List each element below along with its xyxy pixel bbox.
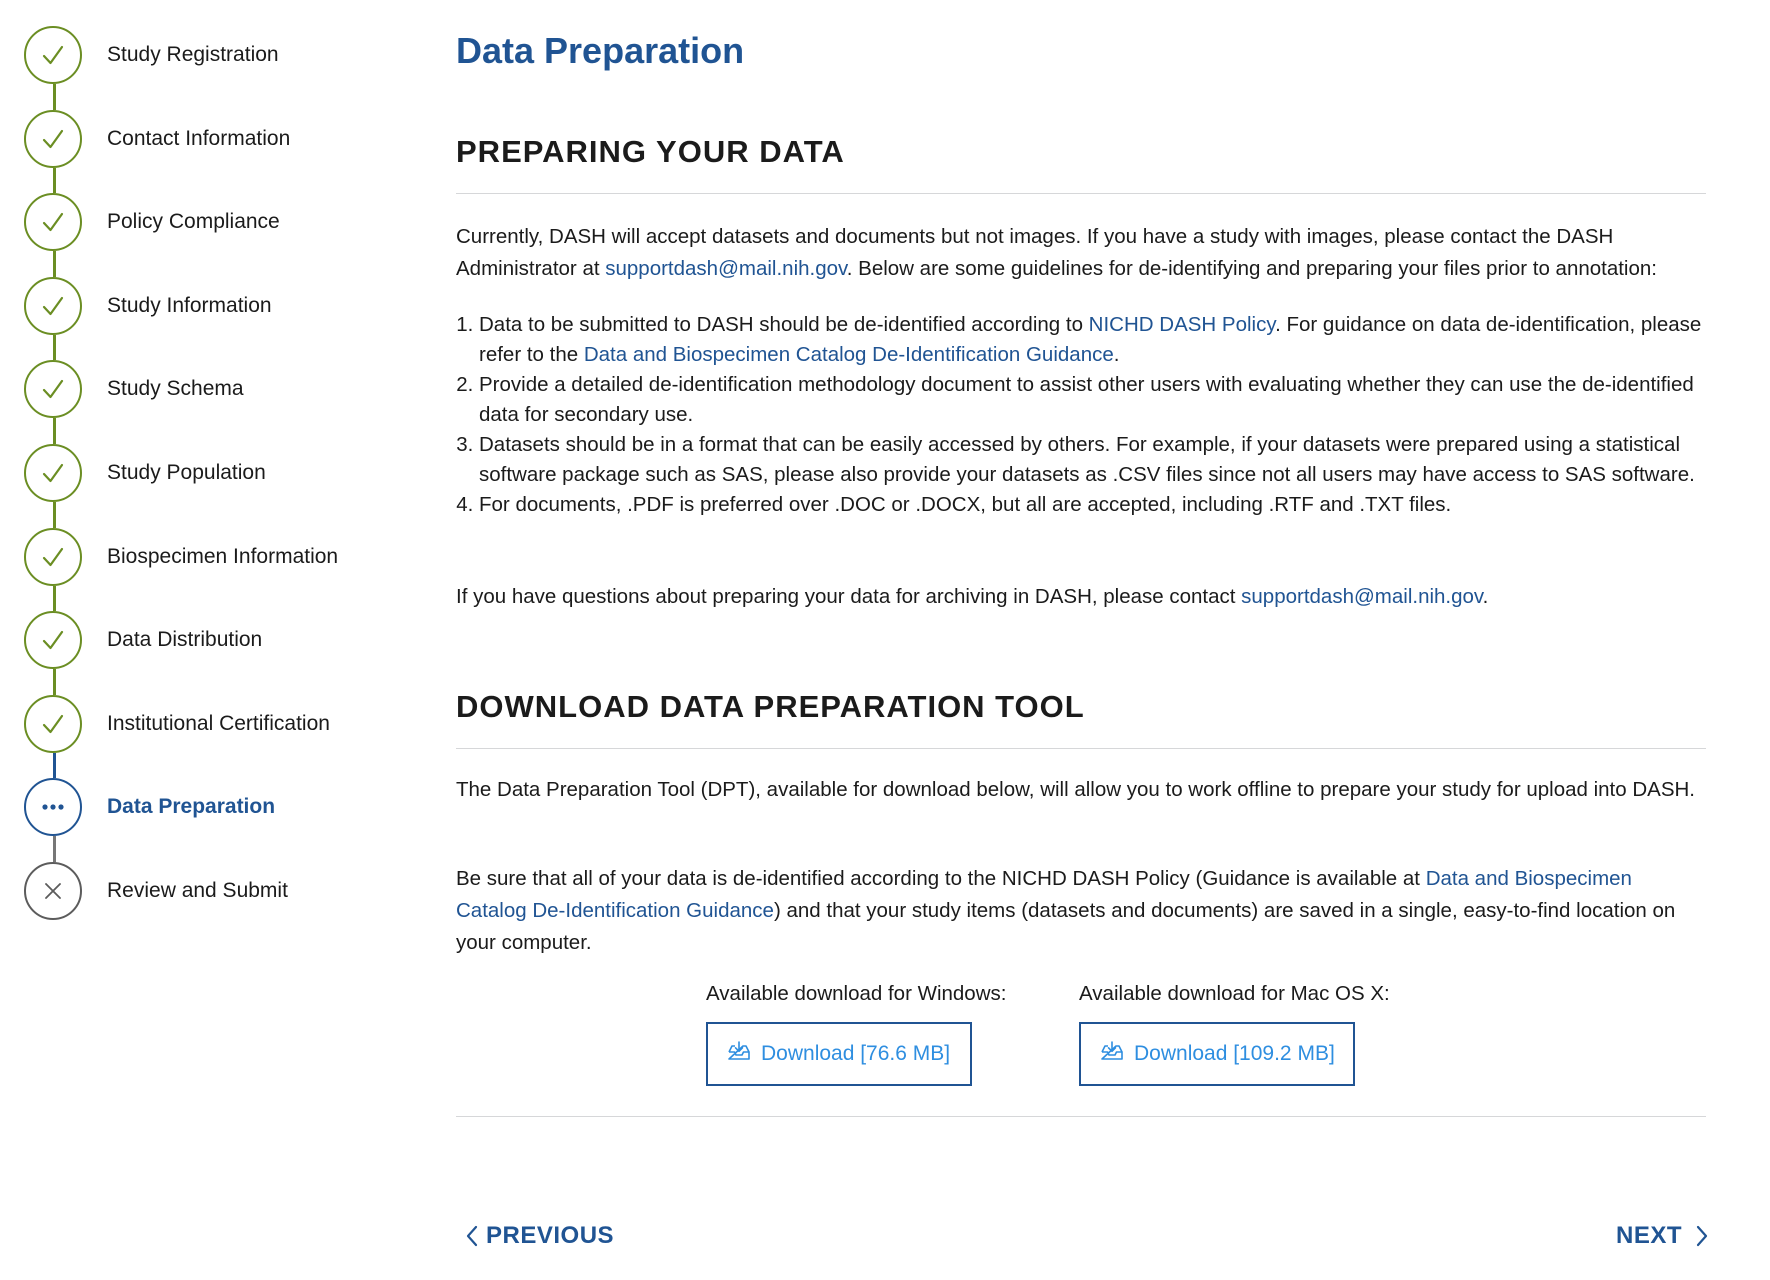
intro-text-end: . Below are some guidelines for de-identifying and preparing your files prior to annotation:: [846, 257, 1657, 280]
mac-download-label: Available download for Mac OS X:: [1079, 982, 1390, 1005]
deidentify-notice: [456, 863, 1706, 959]
item-text: .: [1113, 343, 1120, 366]
step-connector: [53, 502, 56, 528]
support-email-link-2[interactable]: supportdash@mail.nih.gov: [1241, 585, 1483, 608]
close-x-icon: [24, 862, 82, 920]
deidentification-guidance-link-2[interactable]: Data and Biospecimen Catalog De-Identification Guidance: [456, 867, 1632, 922]
list-item: [479, 310, 1729, 370]
windows-download-label: Available download for Windows:: [706, 982, 1007, 1005]
mac-download: [1079, 982, 1390, 1065]
check-icon: [24, 611, 82, 669]
step-connector: [53, 84, 56, 110]
step-label: Study Registration: [107, 43, 279, 66]
step-label: Study Information: [107, 294, 272, 317]
check-icon: [24, 528, 82, 586]
step-label: Data Preparation: [107, 795, 276, 818]
previous-button[interactable]: [466, 1222, 614, 1250]
download-heading: DOWNLOAD DATA PREPARATION TOOL: [456, 689, 1085, 724]
guidelines-list: [456, 310, 1729, 520]
step-study-population[interactable]: [24, 444, 424, 506]
chevron-right-icon: [1696, 1225, 1708, 1247]
step-data-preparation[interactable]: [24, 778, 424, 840]
step-label: Study Population: [107, 461, 266, 484]
inbox-download-icon: [726, 1040, 761, 1068]
check-icon: [24, 26, 82, 84]
preparing-heading: PREPARING YOUR DATA: [456, 134, 845, 169]
step-label: Review and Submit: [107, 879, 288, 902]
step-contact-information[interactable]: [24, 110, 424, 172]
check-icon: [24, 695, 82, 753]
step-connector: [53, 168, 56, 193]
step-study-registration[interactable]: [24, 26, 424, 88]
check-icon: [24, 360, 82, 418]
page-title: Data Preparation: [456, 30, 745, 71]
step-biospecimen-information[interactable]: [24, 528, 424, 590]
step-connector: [53, 335, 56, 360]
step-review-and-submit[interactable]: [24, 862, 424, 924]
item-text: . For guidance on data de-identification, please refer to the: [479, 313, 1702, 366]
step-label: Biospecimen Information: [107, 545, 339, 568]
divider: [456, 748, 1706, 749]
step-connector: [53, 251, 56, 277]
dpt-description: The Data Preparation Tool (DPT), available for download below, will allow you to work offline to prepare your study for upload into DASH.: [456, 778, 1695, 801]
support-email-link[interactable]: supportdash@mail.nih.gov: [605, 257, 847, 280]
ellipsis-icon: [24, 778, 82, 836]
progress-stepper: [0, 0, 420, 1000]
windows-download: [706, 982, 1007, 1065]
check-icon: [24, 110, 82, 168]
check-icon: [24, 444, 82, 502]
item-text: Data to be submitted to DASH should be de-identified according to: [479, 313, 1089, 336]
list-item: 3. Datasets should be in a format that can be easily accessed by others. For example, if your datasets were prepared using a statistical software package such as SAS, please also provide your datasets as .CSV files since not all users may have access to SAS software.: [479, 430, 1729, 490]
check-icon: [24, 193, 82, 251]
divider: [456, 1116, 1706, 1117]
windows-download-button-label: Download [76.6 MB]: [761, 1042, 951, 1065]
step-label: Institutional Certification: [107, 712, 330, 735]
step-connector: [53, 836, 56, 862]
windows-download-button[interactable]: [706, 1022, 972, 1086]
notice-text: Be sure that all of your data is de-identified according to the NICHD DASH Policy (Guidance is available at: [456, 867, 1426, 890]
deidentification-guidance-link[interactable]: Data and Biospecimen Catalog De-Identification Guidance: [583, 343, 1114, 366]
preparing-intro: [456, 221, 1706, 285]
previous-label: PREVIOUS: [486, 1222, 615, 1249]
step-connector: [53, 586, 56, 611]
step-label: Data Distribution: [107, 628, 263, 651]
step-policy-compliance[interactable]: [24, 193, 424, 255]
check-icon: [24, 277, 82, 335]
list-item: 2. Provide a detailed de-identification methodology document to assist other users with evaluating whether they can use the de-identified data for secondary use.: [479, 370, 1729, 430]
next-label: NEXT: [1616, 1222, 1683, 1249]
step-study-schema[interactable]: [24, 360, 424, 422]
questions-copy: If you have questions about preparing your data for archiving in DASH, please contact: [456, 585, 1242, 608]
next-button[interactable]: [1616, 1222, 1708, 1250]
step-connector: [53, 753, 56, 778]
divider: [456, 193, 1706, 194]
notice-text-end: ) and that your study items (datasets and documents) are saved in a single, easy-to-find location on your computer.: [456, 899, 1676, 954]
list-item: 4. For documents, .PDF is preferred over .DOC or .DOCX, but all are accepted, including .RTF and .TXT files.: [479, 490, 1729, 520]
step-data-distribution[interactable]: [24, 611, 424, 673]
step-study-information[interactable]: [24, 277, 424, 339]
nichd-dash-policy-link[interactable]: NICHD DASH Policy: [1088, 313, 1276, 336]
inbox-download-icon: [1099, 1040, 1134, 1068]
questions-end: .: [1482, 585, 1489, 608]
step-institutional-certification[interactable]: [24, 695, 424, 757]
chevron-left-icon: [466, 1225, 478, 1247]
step-label: Policy Compliance: [107, 210, 280, 233]
step-label: Contact Information: [107, 127, 291, 150]
questions-text: [456, 581, 1706, 613]
step-connector: [53, 418, 56, 444]
step-connector: [53, 669, 56, 695]
mac-download-button[interactable]: [1079, 1022, 1355, 1086]
mac-download-button-label: Download [109.2 MB]: [1134, 1042, 1335, 1065]
intro-text: Currently, DASH will accept datasets and documents but not images. If you have a study with images, please contact the DASH Administrator at: [456, 225, 1614, 280]
step-label: Study Schema: [107, 377, 244, 400]
